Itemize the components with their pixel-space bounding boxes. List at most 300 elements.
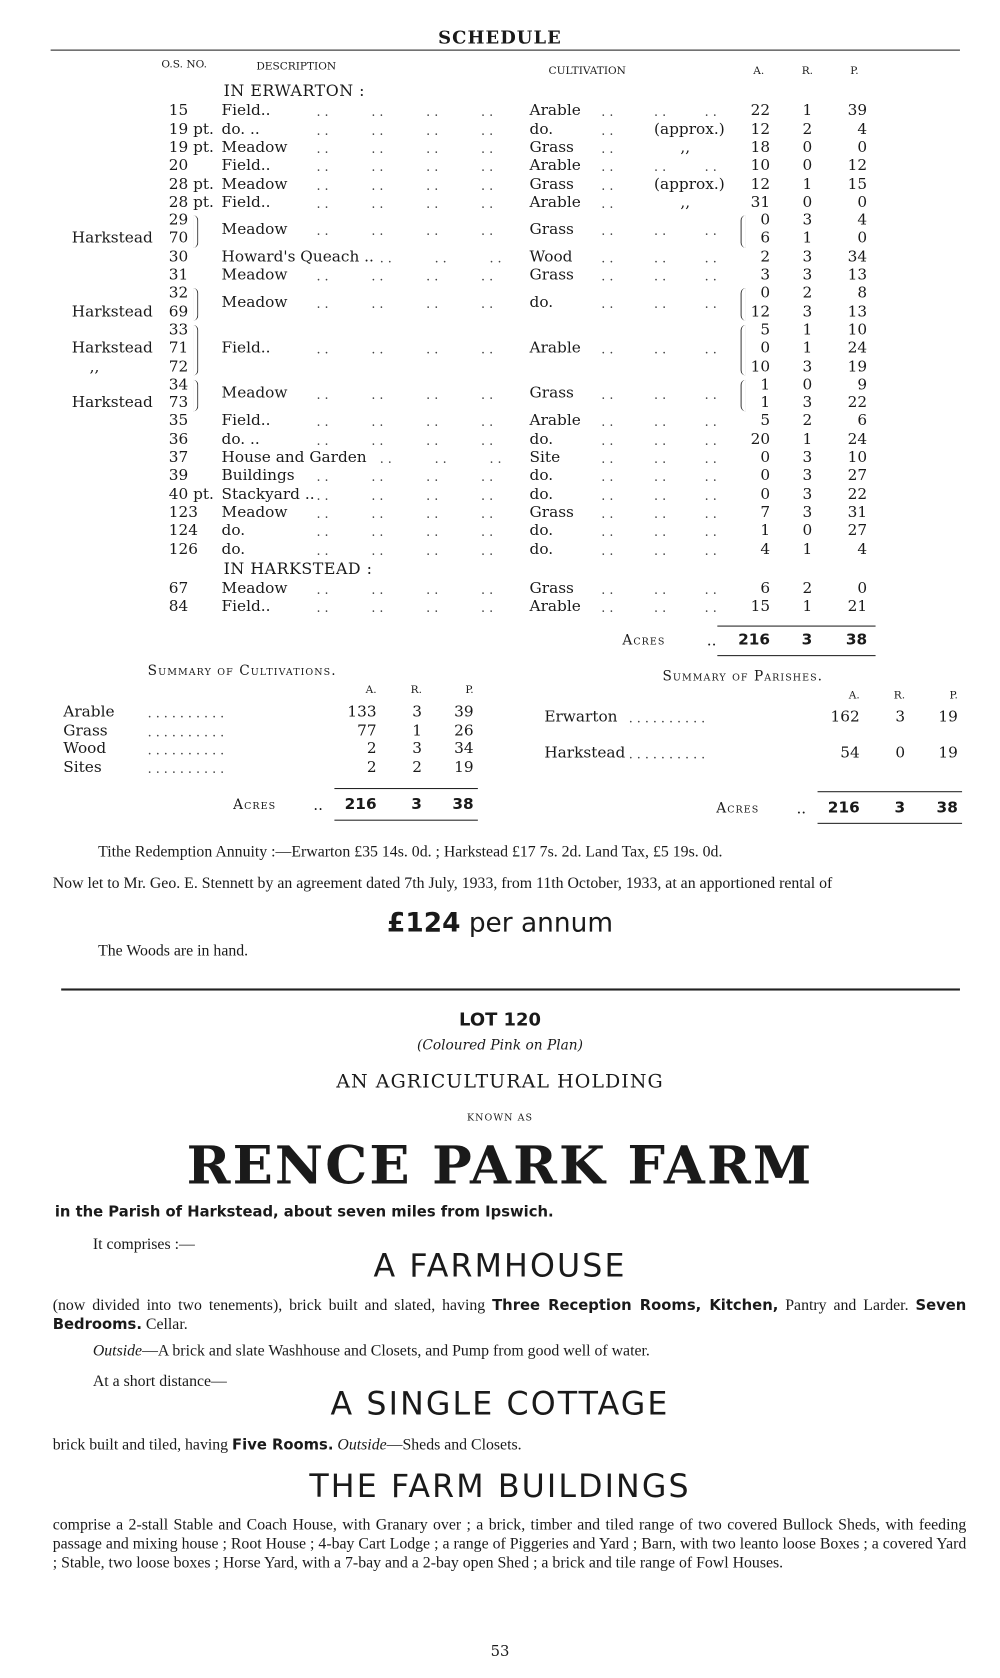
header-a: A. — [753, 65, 765, 78]
os-number: 28 pt. — [168, 175, 214, 193]
leader-dots: . . — [654, 159, 667, 175]
summary-value: 133 — [347, 703, 377, 721]
leader-dots: . . — [481, 195, 494, 211]
perches-p: 4 — [857, 540, 868, 558]
perches-p: 27 — [847, 522, 868, 540]
short-distance: At a short distance— — [92, 1373, 227, 1391]
brace — [193, 325, 198, 376]
roods-r: 3 — [802, 394, 813, 412]
leader-dots: . . — [316, 433, 329, 449]
lot-type: AN AGRICULTURAL HOLDING — [336, 1070, 664, 1093]
section-heading: IN ERWARTON : — [223, 81, 366, 101]
roods-r: 1 — [802, 102, 813, 120]
outside-label: Outside — [337, 1436, 387, 1454]
os-number: 33 — [168, 321, 189, 339]
os-number: 39 — [168, 467, 189, 485]
known-as: KNOWN AS — [466, 1112, 534, 1124]
rent-period: per annum — [468, 907, 614, 938]
description: Field.. — [221, 598, 271, 616]
leader-dots: . . — [371, 195, 384, 211]
total-underline — [717, 655, 875, 656]
perches-p: 31 — [847, 504, 868, 522]
acres-a: 5 — [760, 412, 771, 430]
roods-r: 3 — [802, 266, 813, 284]
leader-dots: . . — [601, 341, 614, 357]
summary-label: Erwarton — [544, 708, 618, 726]
leader-dots: . . — [316, 506, 329, 522]
leader-dots: . . — [371, 341, 384, 357]
column-header: A. — [365, 684, 377, 697]
cultivation-note: (approx.) — [654, 175, 725, 193]
text: brick built and tiled, having — [52, 1436, 233, 1454]
schedule-total-p: 38 — [845, 631, 868, 649]
leader-dots: . . — [601, 414, 614, 430]
acres-a: 0 — [760, 485, 771, 503]
leader-dots: . . — [426, 177, 439, 193]
cultivation: do. — [529, 120, 554, 138]
cultivation: Arable — [529, 157, 581, 175]
acres-a: 1 — [760, 376, 771, 394]
lot-colour: (Coloured Pink on Plan) — [417, 1038, 583, 1054]
summary-label: Wood — [63, 740, 107, 758]
leader-dots: . . — [654, 487, 667, 503]
os-number: 31 — [168, 266, 189, 284]
leader-dots: . . — [371, 414, 384, 430]
leader-dots: . . — [704, 387, 717, 403]
acres-a: 0 — [760, 212, 771, 230]
leader-dots: . . — [379, 451, 392, 467]
parish-label: Harkstead — [71, 339, 153, 357]
leader-dots: . . — [481, 582, 494, 598]
acres-a: 0 — [760, 339, 771, 357]
leader-dots: . . — [316, 600, 329, 616]
leader-dots: . . — [704, 268, 717, 284]
leader-dots: . . — [371, 469, 384, 485]
roods-r: 1 — [802, 339, 813, 357]
roods-r: 3 — [802, 449, 813, 467]
brace — [193, 288, 198, 320]
roods-r: 3 — [802, 358, 813, 376]
leader-dots: . . — [601, 542, 614, 558]
brace — [741, 380, 746, 412]
roods-r: 2 — [802, 580, 813, 598]
perches-p: 24 — [847, 431, 868, 449]
leader-dots: . . — [654, 414, 667, 430]
summary-label: Arable — [63, 703, 115, 721]
acres-a: 31 — [750, 193, 771, 211]
os-number: 34 — [168, 376, 189, 394]
acres-a: 6 — [760, 230, 771, 248]
parish-label: Harkstead — [71, 230, 153, 248]
brace — [741, 215, 746, 247]
os-number: 28 pt. — [168, 193, 214, 211]
perches-p: 27 — [847, 467, 868, 485]
leader-dots: . . — [426, 469, 439, 485]
leader-dots: . . — [371, 600, 384, 616]
bold-text: Five Rooms. — [232, 1436, 334, 1454]
leader-dots: . . . . . . . . . . — [628, 711, 706, 726]
brace — [741, 288, 746, 320]
perches-p: 15 — [847, 175, 868, 193]
brace — [741, 325, 746, 376]
leader-dots: . . — [316, 141, 329, 157]
leader-dots: . . — [601, 451, 614, 467]
roods-r: 3 — [802, 504, 813, 522]
cultivation: do. — [529, 485, 554, 503]
cultivation-note: (approx.) — [654, 120, 725, 138]
leader-dots: . . — [426, 506, 439, 522]
leader-dots: . . — [426, 524, 439, 540]
leader-dots: . . — [654, 542, 667, 558]
os-number: 126 — [168, 540, 198, 558]
leader-dots: . . — [316, 414, 329, 430]
description: Meadow — [221, 294, 288, 312]
tithe-text: Tithe Redemption Annuity :—Erwarton £35 14s. 0d. ; Harkstead £17 7s. 2d. Land Tax, £5 19s. 0d. — [98, 843, 723, 861]
os-number: 37 — [168, 449, 189, 467]
os-number: 29 — [168, 212, 189, 230]
leader-dots: . . — [371, 433, 384, 449]
leader-dots: . . — [704, 524, 717, 540]
summary-label: Harkstead — [544, 744, 626, 762]
os-number: 70 — [168, 230, 189, 248]
leader-dots: . . — [481, 122, 494, 138]
description: Meadow — [221, 504, 288, 522]
column-header: R. — [410, 684, 422, 697]
leader-dots: . . — [426, 414, 439, 430]
os-number: 20 — [168, 157, 189, 175]
column-header: R. — [893, 689, 906, 702]
header-p: P. — [850, 65, 859, 78]
leader-dots: . . — [654, 296, 667, 312]
os-number: 30 — [168, 248, 189, 266]
leader-dots: . . — [481, 104, 494, 120]
leader-dots: . . — [481, 542, 494, 558]
acres-a: 12 — [750, 120, 771, 138]
leader-dots: . . — [481, 506, 494, 522]
summary-value: 2 — [412, 759, 422, 776]
total-value: 3 — [894, 799, 906, 817]
schedule-title: SCHEDULE — [438, 27, 562, 49]
parish-label: ,, — [89, 358, 100, 376]
perches-p: 4 — [857, 212, 868, 230]
summary-label: Sites — [63, 759, 102, 776]
cultivation: Grass — [529, 580, 574, 598]
rent-amount: £124 — [387, 907, 461, 938]
leader-dots: . . — [654, 524, 667, 540]
cultivation: do. — [529, 522, 554, 540]
perches-p: 0 — [857, 230, 868, 248]
os-number: 35 — [168, 412, 189, 430]
leader-dots: . . — [379, 250, 392, 266]
leader-dots: . . — [481, 268, 494, 284]
leader-dots: . . — [371, 387, 384, 403]
outside-text — [93, 1343, 650, 1361]
perches-p: 6 — [857, 412, 868, 430]
schedule-total-label: Acres — [622, 632, 666, 649]
page-number: 53 — [490, 1643, 510, 1661]
bold-text: Seven Bedrooms. — [52, 1297, 967, 1334]
perches-p: 13 — [847, 266, 868, 284]
bold-text: Three Reception Rooms, Kitchen, — [492, 1297, 779, 1315]
acres-a: 22 — [750, 102, 771, 120]
leader-dots: . . — [481, 433, 494, 449]
leader-dots: . . — [489, 451, 502, 467]
perches-p: 34 — [847, 248, 868, 266]
leader-dots: . . — [426, 223, 439, 239]
leader-dots: . . — [481, 600, 494, 616]
leader-dots: . . — [654, 600, 667, 616]
parish-label: Harkstead — [71, 394, 153, 412]
leader-dots: . . — [316, 469, 329, 485]
acres-a: 10 — [750, 157, 771, 175]
os-number: 32 — [168, 285, 189, 303]
perches-p: 8 — [857, 285, 868, 303]
cultivation: Grass — [529, 221, 574, 239]
acres-a: 1 — [760, 522, 771, 540]
os-number: 71 — [168, 339, 189, 357]
perches-p: 10 — [847, 321, 868, 339]
leader-dots: . . — [481, 469, 494, 485]
comprises-text: It comprises :— — [92, 1236, 195, 1254]
description: Meadow — [221, 580, 288, 598]
leader-dots: . . — [371, 104, 384, 120]
leader-dots: . . — [426, 122, 439, 138]
leader-dots: . . — [426, 387, 439, 403]
leader-dots: . . — [316, 223, 329, 239]
total-label: Acres — [716, 800, 760, 817]
text: Cellar. — [141, 1316, 188, 1334]
leader-dots: . . — [654, 506, 667, 522]
lot-number: LOT 120 — [459, 1009, 541, 1031]
leader-dots: . . — [704, 451, 717, 467]
leader-dots: . . — [704, 341, 717, 357]
roods-r: 3 — [802, 303, 813, 321]
leader-dots: . . — [704, 487, 717, 503]
buildings-text: comprise a 2-stall Stable and Coach House, with Granary over ; a brick, timber and tiled range of two covered Bullock Sheds, with feeding passage and mixing house ; Root House ; 4-bay Cart Lodge ; a range of Piggeries and Yard ; Barn, with two leanto loose Boxes ; a covered Yard ; Stable, two loose boxes ; Horse Yard, with a 7-bay and a 2-bay open Shed ; a brick and tile range of Fowl Houses. — [52, 1516, 967, 1572]
lot-divider — [61, 988, 960, 990]
leader-dots: . . — [601, 296, 614, 312]
leader-dots: . . — [426, 341, 439, 357]
leader-dots: . . — [601, 582, 614, 598]
leader-dots: . . — [316, 341, 329, 357]
leader-dots: . . — [371, 524, 384, 540]
description: Meadow — [221, 221, 288, 239]
summary-value: 77 — [357, 722, 377, 739]
leader-dots: . . — [371, 223, 384, 239]
leader-dots: . . — [601, 159, 614, 175]
description: Field.. — [221, 157, 271, 175]
leader-dots: . . — [316, 159, 329, 175]
leader-dots: . . — [316, 195, 329, 211]
leader-dots: . . — [316, 296, 329, 312]
leader-dots: .. — [313, 797, 324, 815]
perches-p: 0 — [857, 139, 868, 157]
acres-a: 20 — [750, 431, 771, 449]
leader-dots: . . — [654, 582, 667, 598]
perches-p: 4 — [857, 120, 868, 138]
perches-p: 13 — [847, 303, 868, 321]
description: Meadow — [221, 385, 288, 403]
cultivation: do. — [529, 540, 554, 558]
os-number: 67 — [168, 580, 189, 598]
column-header: A. — [848, 689, 860, 702]
total-rule — [818, 791, 963, 792]
total-value: 38 — [936, 799, 958, 817]
cultivation: Arable — [529, 339, 581, 357]
acres-a: 18 — [750, 139, 771, 157]
cultivation: Grass — [529, 266, 574, 284]
summary-value: 19 — [938, 708, 958, 726]
leader-dots: . . — [654, 433, 667, 449]
leader-dots: . . — [654, 223, 667, 239]
leader-dots: .. — [706, 632, 717, 650]
summary-title: Summary of Parishes. — [662, 668, 824, 685]
leader-dots: . . — [426, 104, 439, 120]
leader-dots: . . — [371, 177, 384, 193]
leader-dots: . . — [654, 268, 667, 284]
text: —A brick and slate Washhouse and Closets, and Pump from good well of water. — [142, 1342, 650, 1360]
leader-dots: . . — [601, 387, 614, 403]
leader-dots: . . — [704, 469, 717, 485]
leader-dots: . . — [316, 487, 329, 503]
leader-dots: . . — [481, 414, 494, 430]
total-value: 216 — [827, 799, 860, 817]
description: do. .. — [221, 431, 260, 449]
cultivation-note: ,, — [680, 193, 691, 211]
summary-value: 26 — [454, 722, 474, 739]
leader-dots: . . — [371, 122, 384, 138]
description: Meadow — [221, 175, 288, 193]
summary-value: 2 — [366, 740, 377, 758]
perches-p: 10 — [847, 449, 868, 467]
perches-p: 19 — [847, 358, 868, 376]
leader-dots: . . — [316, 268, 329, 284]
leader-dots: . . — [316, 104, 329, 120]
summary-value: 19 — [454, 759, 474, 776]
roods-r: 3 — [802, 212, 813, 230]
brace — [193, 380, 198, 412]
leader-dots: . . — [704, 159, 717, 175]
leader-dots: . . — [704, 223, 717, 239]
cultivation: Site — [529, 449, 561, 467]
summary-value: 39 — [454, 703, 474, 721]
leader-dots: . . — [434, 250, 447, 266]
acres-a: 2 — [760, 248, 771, 266]
leader-dots: . . — [371, 159, 384, 175]
leader-dots: . . — [316, 387, 329, 403]
acres-a: 4 — [760, 540, 771, 558]
total-value: 216 — [344, 796, 377, 814]
roods-r: 1 — [802, 540, 813, 558]
os-number: 123 — [168, 504, 198, 522]
leader-dots: . . — [426, 195, 439, 211]
leader-dots: . . — [371, 542, 384, 558]
leader-dots: . . — [601, 250, 614, 266]
lot-location: in the Parish of Harkstead, about seven miles from Ipswich. — [54, 1203, 554, 1221]
leader-dots: . . — [654, 250, 667, 266]
cottage-title: A SINGLE COTTAGE — [330, 1386, 670, 1424]
description: House and Garden — [221, 449, 367, 467]
summary-value: 162 — [830, 708, 860, 726]
leader-dots: . . — [654, 469, 667, 485]
leader-dots: .. — [796, 800, 807, 818]
roods-r: 3 — [802, 467, 813, 485]
leader-dots: . . — [371, 141, 384, 157]
leader-dots: . . — [481, 296, 494, 312]
roods-r: 2 — [802, 412, 813, 430]
leader-dots: . . — [426, 296, 439, 312]
cultivation: do. — [529, 294, 554, 312]
perches-p: 12 — [847, 157, 868, 175]
parish-label: Harkstead — [71, 303, 153, 321]
leader-dots: . . — [481, 524, 494, 540]
section-heading: IN HARKSTEAD : — [223, 558, 373, 578]
description: Howard's Queach .. — [221, 248, 374, 266]
leader-dots: . . — [654, 451, 667, 467]
acres-a: 0 — [760, 285, 771, 303]
leader-dots: . . — [704, 600, 717, 616]
os-number: 15 — [168, 102, 189, 120]
leader-dots: . . — [489, 250, 502, 266]
cultivation: Arable — [529, 193, 581, 211]
total-underline — [818, 823, 963, 824]
os-number: 36 — [168, 431, 189, 449]
summary-value: 3 — [895, 708, 906, 726]
acres-a: 5 — [760, 321, 771, 339]
outside-label: Outside — [92, 1342, 143, 1360]
roods-r: 1 — [802, 230, 813, 248]
roods-r: 0 — [802, 157, 813, 175]
description: do. — [221, 540, 246, 558]
roods-r: 2 — [802, 285, 813, 303]
roods-r: 1 — [802, 598, 813, 616]
text: (now divided into two tenements), brick built and slated, having — [52, 1297, 493, 1315]
leader-dots: . . — [434, 451, 447, 467]
acres-a: 3 — [760, 266, 771, 284]
leader-dots: . . — [601, 524, 614, 540]
description: do. — [221, 522, 246, 540]
leader-dots: . . — [601, 104, 614, 120]
brace — [193, 215, 198, 247]
leader-dots: . . — [704, 296, 717, 312]
leader-dots: . . — [371, 296, 384, 312]
leader-dots: . . — [704, 414, 717, 430]
acres-a: 12 — [750, 303, 771, 321]
leader-dots: . . — [316, 524, 329, 540]
perches-p: 9 — [857, 376, 868, 394]
leader-dots: . . — [316, 582, 329, 598]
leader-dots: . . — [654, 387, 667, 403]
leader-dots: . . . . . . . . . . — [147, 724, 225, 739]
summary-title: Summary of Cultivations. — [147, 663, 337, 680]
summary-value: 0 — [895, 744, 906, 762]
acres-a: 10 — [750, 358, 771, 376]
leader-dots: . . — [601, 177, 614, 193]
leader-dots: . . — [481, 223, 494, 239]
leader-dots: . . . . . . . . . . — [147, 761, 225, 776]
leader-dots: . . — [316, 177, 329, 193]
leader-dots: . . — [426, 600, 439, 616]
leader-dots: . . — [704, 104, 717, 120]
description: Field.. — [221, 193, 271, 211]
roods-r: 1 — [802, 175, 813, 193]
leader-dots: . . . . . . . . . . — [147, 705, 225, 721]
description: Stackyard .. — [221, 485, 315, 503]
roods-r: 0 — [802, 139, 813, 157]
acres-a: 15 — [750, 598, 771, 616]
os-number: 73 — [168, 394, 189, 412]
acres-a: 0 — [760, 467, 771, 485]
